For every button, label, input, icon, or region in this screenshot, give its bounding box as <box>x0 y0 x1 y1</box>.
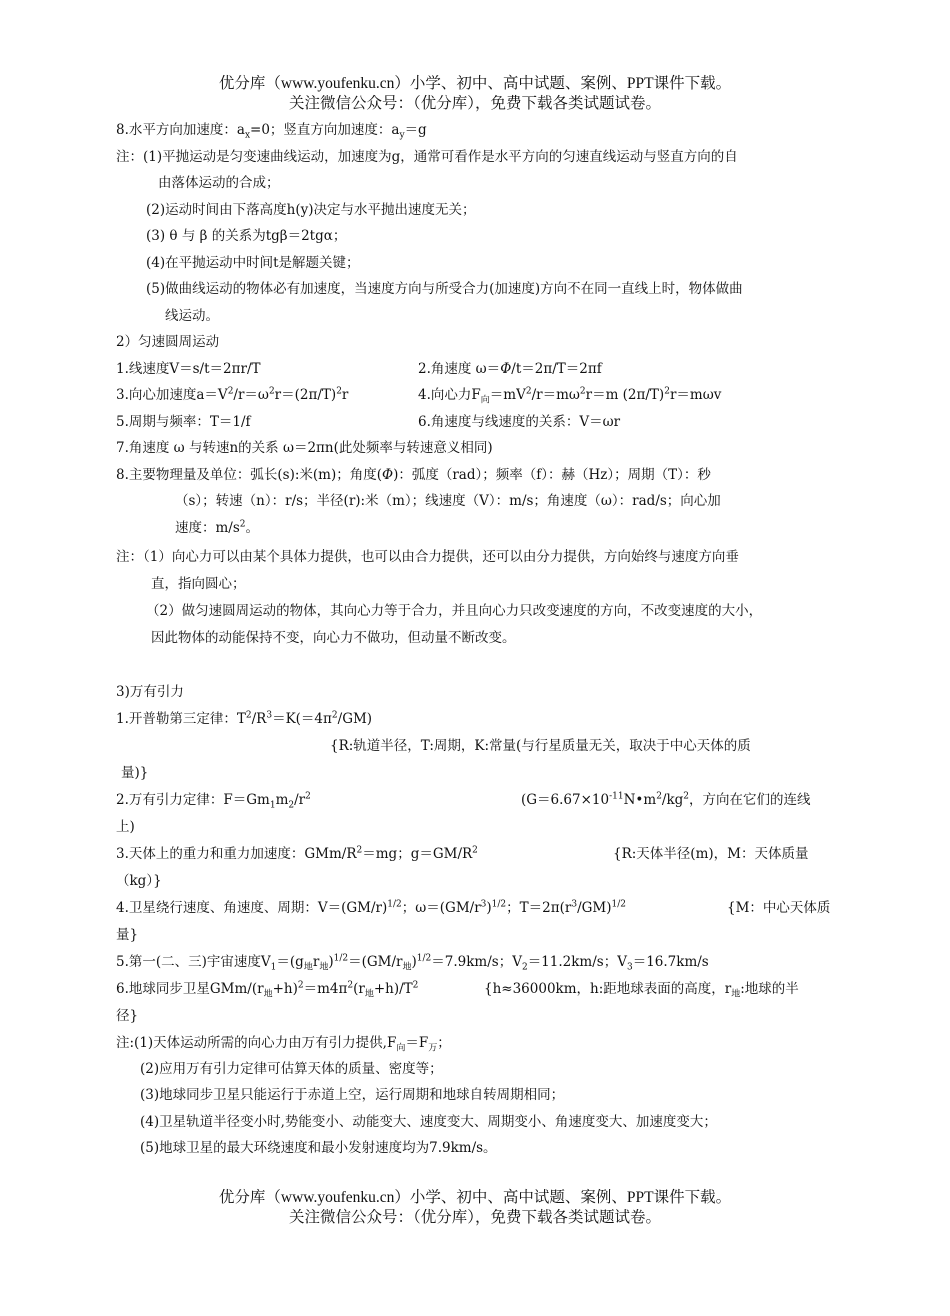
text-line-l40: 径} <box>116 1008 139 1024</box>
text-line-l10: 1.线速度V＝s/t＝2πr/T <box>116 361 261 377</box>
text-line-l13: 4.向心力$F_向=mV^2/r=m\omega^2r=m$ $(2\pi/T)^2r=m\omega v$ <box>418 386 722 406</box>
header-line-2: 关注微信公众号：（优分库），免费下载各类试题试卷。 <box>288 95 661 112</box>
text-line-l11: 2.角速度 ω＝Φ/t＝2π/T＝2πf <box>418 361 602 377</box>
text-line-l27: 量)} <box>121 765 149 781</box>
text-line-l41: 注:(1)天体运动所需的向心力由万有引力提供$,F_向=F_万$； <box>116 1035 451 1054</box>
text-line-l18: （s）；转速（n）：r/s；半径(r):米（m）；线速度（V）：m/s；角速度（ω）：rad/s；向心加 <box>175 493 721 509</box>
text-line-l26: {R:轨道半径，T:周期，K:常量(与行星质量无关，取决于中心天体的质 <box>330 738 751 754</box>
text-line-l05: (3) θ 与 β 的关系为tgβ＝2tgα； <box>146 228 347 244</box>
text-line-l20: 注：（1）向心力可以由某个具体力提供，也可以由合力提供，还可以由分力提供，方向始终与速度方向垂 <box>116 549 739 565</box>
text-line-l32: {R:天体半径(m)，M：天体质量 <box>613 846 809 862</box>
text-line-l43: (3)地球同步卫星只能运行于赤道上空，运行周期和地球自转周期相同； <box>140 1087 565 1103</box>
text-line-l19: 速度：$m/s^2$。 <box>175 519 260 536</box>
text-line-l04: (2)运动时间由下落高度h(y)决定与水平抛出速度无关； <box>146 202 476 218</box>
text-line-l21: 直，指向圆心； <box>151 576 246 592</box>
text-line-l12: 3.向心加速度$a=V^2/r=\omega^2r=(2\pi/T)^2r$ <box>116 386 349 403</box>
text-line-l38: 6.地球同步卫星GMm/$(r_地+h)^2=m4\pi^2(r_地+h)/T^2$ <box>116 980 419 1000</box>
text-line-l23: 因此物体的动能保持不变，向心力不做功，但动量不断改变。 <box>151 630 516 646</box>
text-line-l06: (4)在平抛运动中时间t是解题关键； <box>146 255 360 271</box>
text-line-l31: 3.天体上的重力和重力加速度：GMm/$R^2=mg$；$g=GM/R^2$ <box>116 845 478 862</box>
text-line-l45: (5)地球卫星的最大环绕速度和最小发射速度均为7.9km/s。 <box>140 1140 497 1156</box>
text-line-l08: 线运动。 <box>165 308 219 324</box>
text-line-l37: 5.第一(二、三)宇宙速度$V_1=(g_地r_地)^{1/2}=(GM/r_地)^{1/2}=7.9km/s$；$V_2=11.2km/s$；$V_3=16.7km/s$ <box>116 953 709 973</box>
text-line-l16: 7.角速度 ω 与转速n的关系 ω＝2πn(此处频率与转速意义相同) <box>116 440 493 456</box>
text-line-l07: (5)做曲线运动的物体必有加速度，当速度方向与所受合力(加速度)方向不在同一直线上时，物体做曲 <box>146 281 743 297</box>
text-line-l28: 2.万有引力定律：$F=Gm_1m_2/r^2$ <box>116 791 311 811</box>
page-header <box>0 74 950 114</box>
text-line-l14: 5.周期与频率：T＝1/f <box>116 414 251 430</box>
text-line-l09: 2）匀速圆周运动 <box>116 334 220 350</box>
text-line-l30: 上) <box>116 819 135 835</box>
footer-line-1: 优分库（www.youfenku.cn）小学、初中、高中试题、案例、PPT课件下载。 <box>218 1189 732 1206</box>
page-footer <box>0 1188 950 1228</box>
text-line-l03: 由落体运动的合成； <box>158 175 280 191</box>
text-line-l17: 8.主要物理量及单位：弧长(s):米(m)；角度(Φ)：弧度（rad）；频率（f）：赫（Hz）；周期（T）：秒 <box>116 467 711 483</box>
text-line-l29: ($G=6.67\times 10^{-11}N•m^2/kg^2$，方向在它们的连线 <box>521 791 811 808</box>
text-line-l33: （kg）} <box>116 873 162 889</box>
text-line-l44: (4)卫星轨道半径变小时,势能变小、动能变大、速度变大、周期变小、角速度变大、加速度变大； <box>140 1114 717 1130</box>
text-line-l35: {M：中心天体质 <box>727 900 831 916</box>
text-line-l42: (2)应用万有引力定律可估算天体的质量、密度等； <box>140 1061 443 1077</box>
text-line-l24: 3)万有引力 <box>116 684 184 700</box>
text-line-l02: 注：(1)平抛运动是匀变速曲线运动，加速度为g，通常可看作是水平方向的匀速直线运动与竖直方向的自 <box>116 149 738 165</box>
header-line-1: 优分库（www.youfenku.cn）小学、初中、高中试题、案例、PPT课件下载。 <box>218 75 732 92</box>
text-line-l01: 8.水平方向加速度：$a_x=0$；竖直方向加速度：$a_y=g$ <box>116 122 427 141</box>
text-line-l39: {h≈36000km，h:距地球表面的高度，$r_地$:地球的半 <box>484 981 799 1000</box>
text-line-l25: 1.开普勒第三定律：$T^2/R^3=K(=4\pi^2/GM)$ <box>116 710 373 727</box>
text-line-l36: 量} <box>116 927 139 943</box>
footer-line-2: 关注微信公众号：（优分库），免费下载各类试题试卷。 <box>288 1209 661 1226</box>
text-line-l34: 4.卫星绕行速度、角速度、周期：$V=(GM/r)^{1/2}$；$\omega=(GM/r^3)^{1/2}$；$T=2\pi(r^3/GM)^{1/2}$ <box>116 899 626 916</box>
text-line-l22: （2）做匀速圆周运动的物体，其向心力等于合力，并且向心力只改变速度的方向，不改变速度的大小， <box>146 603 763 619</box>
text-line-l15: 6.角速度与线速度的关系：V＝ωr <box>418 414 621 430</box>
